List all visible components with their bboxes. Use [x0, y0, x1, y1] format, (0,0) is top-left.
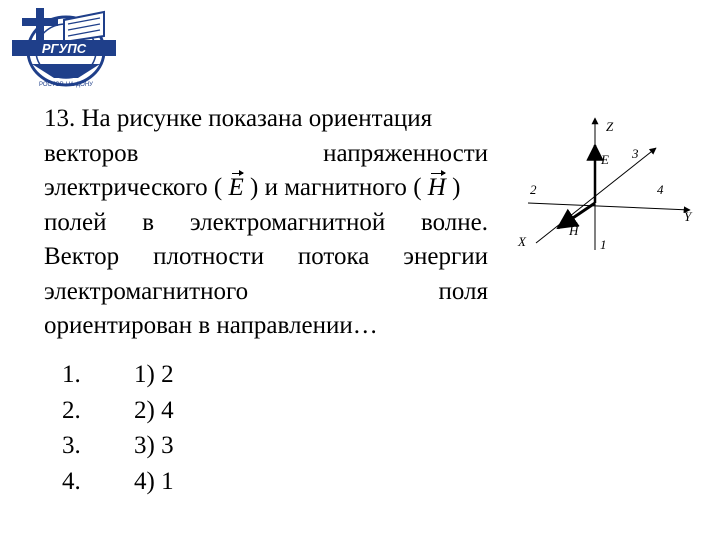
- h-label: H: [569, 223, 579, 238]
- answer-number: 1.: [62, 361, 81, 388]
- question-line-7: ориентирован в направлении…: [44, 312, 378, 339]
- direction-4-label: 4: [657, 182, 664, 197]
- e-vector-symbol: E: [229, 171, 244, 206]
- logo-ring-text: РОСТОВ-НА-ДОНУ: [39, 82, 93, 88]
- h-vector-symbol: H: [428, 171, 446, 206]
- e-label: E: [601, 152, 609, 167]
- direction-1-label: 1: [600, 237, 607, 252]
- x-axis-label: X: [518, 234, 526, 249]
- answer-number: 2.: [62, 396, 81, 424]
- word-vectors: векторов: [44, 139, 139, 167]
- answer-text: 3) 3: [134, 432, 174, 459]
- em-wave-diagram: [500, 100, 710, 270]
- y-axis-label: Y: [684, 209, 692, 224]
- direction-3-label: 3: [632, 146, 639, 161]
- answer-text: 2) 4: [134, 396, 174, 424]
- z-axis-label: Z: [606, 119, 614, 134]
- answer-option-4[interactable]: [62, 464, 174, 500]
- direction-2-label: 2: [530, 182, 537, 197]
- answer-option-1[interactable]: [62, 357, 174, 393]
- answer-text: 4) 1: [134, 467, 174, 495]
- answer-option-2[interactable]: [62, 393, 174, 429]
- question-line-4: полей в электромагнитной волне.: [44, 208, 488, 236]
- question-line-2: [44, 137, 488, 172]
- question-line-5: Вектор плотности потока энергии: [44, 243, 488, 270]
- answer-text: 1) 2: [134, 361, 174, 388]
- word-electromagnetic: электромагнитного: [44, 277, 249, 305]
- word-intensity: напряженности: [323, 139, 488, 167]
- question-text: [44, 102, 488, 344]
- answer-list: [62, 357, 174, 499]
- question-line-3: электрического ( E ) и магнитного ( H ): [44, 171, 488, 206]
- question-line-1: 13. На рисунке показана ориентация: [44, 105, 433, 132]
- word-field: поля: [438, 277, 488, 305]
- answer-number: 4.: [62, 467, 81, 495]
- rgups-logo: [8, 6, 120, 90]
- word-and-magnetic: и магнитного: [264, 174, 407, 201]
- logo-text: РГУПС: [41, 41, 87, 56]
- question-line-6: [44, 275, 488, 310]
- answer-number: 3.: [62, 432, 81, 459]
- answer-option-3[interactable]: [62, 428, 174, 464]
- word-electric: электрического: [44, 174, 208, 201]
- y-axis: [528, 203, 690, 210]
